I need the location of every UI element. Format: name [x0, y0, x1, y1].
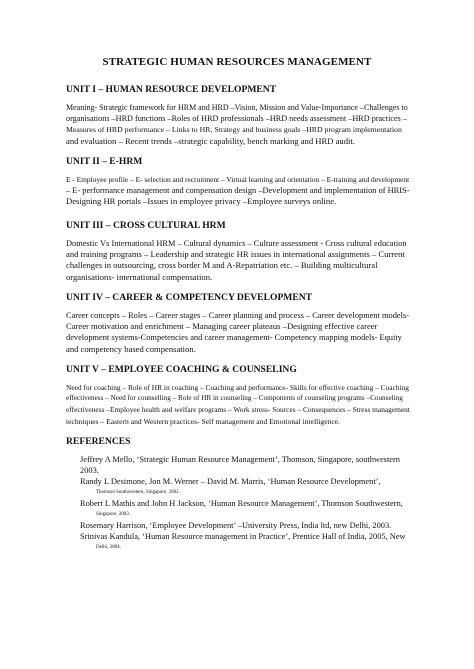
- page-title: STRATEGIC HUMAN RESOURCES MANAGEMENT: [102, 56, 372, 68]
- unit-4-line: development systems-Competencies and career management- Competency mapping models- Equity: [66, 333, 402, 343]
- reference-item: Randy L Desimone, Jon M. Werner – David M. Marris, ‘Human Resource Development’,: [80, 477, 381, 486]
- reference-item: Rosemary Harrison, ‘Employee Development’ –University Press, India ltd, new Delhi, 2003.: [80, 521, 392, 530]
- references-heading: REFERENCES: [66, 436, 131, 447]
- unit-4-line: and competency based compensation.: [66, 343, 196, 354]
- unit-5-body: [66, 382, 410, 427]
- unit-2-heading: UNIT II – E-HRM: [66, 156, 143, 167]
- unit-5-line: effectiveness – Need for counselling – Role of HR in counseling – Components of counseling programs –Counseling: [66, 394, 403, 403]
- unit-1-line: organisations –HRD functions –Roles of HRD professionals –HRD needs assessment –HRD practices –: [66, 114, 407, 124]
- unit-1-heading: UNIT I – HUMAN RESOURCE DEVELOPMENT: [66, 84, 277, 95]
- unit-5-line: Need for coaching – Role of HR in coaching – Coaching and performance- Skills for effective coaching – Coaching: [66, 383, 410, 392]
- unit-4-body: [66, 310, 410, 355]
- unit-4-line: Career concepts – Roles – Career stages – Career planning and process – Career development models-: [66, 311, 410, 320]
- unit-1-line: Measures of HRD performance – Links to HR, Strategy and business goals –HRD program implementation: [66, 125, 402, 135]
- unit-2-body: [66, 174, 410, 208]
- unit-3-body: [66, 238, 410, 283]
- reference-item: Robert L Mathis and John H Jackson, ‘Human Resource Management’, Thomson Southwestern,: [80, 499, 403, 508]
- unit-3-line: Domestic Vs International HRM – Cultural dynamics – Culture assessment - Cross cultural education: [66, 239, 407, 248]
- unit-3-line: and training programs – Leadership and strategic HR issues in international assignments – Current: [66, 249, 405, 260]
- reference-item-continuation: Thomson Southwestern, Singapore, 2002.: [96, 490, 180, 495]
- unit-3-line: organisations- international compensation.: [66, 271, 213, 282]
- unit-2-line: – E- performance management and compensation design –Development and implementation of HRIS-: [66, 186, 410, 196]
- unit-5-heading: UNIT V – EMPLOYEE COACHING & COUNSELING: [66, 364, 297, 375]
- unit-4-line: Career motivation and enrichment – Managing career plateaus –Designing effective career: [66, 321, 378, 332]
- unit-1-body: [66, 102, 410, 147]
- reference-item-continuation: Singapore, 2003.: [96, 512, 131, 517]
- unit-3-line: challenges in outsourcing, cross border M and A-Repatriation etc. – Building multicultural: [66, 260, 378, 271]
- reference-item: Jeffrey A Mello, ‘Strategic Human Resource Management’, Thomson, Singapore, southwestern 2003.: [80, 455, 400, 475]
- unit-2-line: Designing HR portals –Issues in employee privacy –Employee surveys online.: [66, 196, 337, 207]
- unit-1-line: Meaning- Strategic framework for HRM and HRD –Vision, Mission and Value-Importance –Challenges to: [66, 103, 408, 112]
- unit-5-line: techniques – Eastern and Western practices- Self management and Emotional intelligence.: [66, 416, 341, 426]
- unit-2-line: E - Employee profile – E- selection and recruitment – Virtual learning and orientation – E-training and development: [66, 175, 410, 184]
- references-list: [80, 454, 420, 553]
- unit-3-heading: UNIT III – CROSS CULTURAL HRM: [66, 220, 226, 231]
- unit-4-heading: UNIT IV – CAREER & COMPETENCY DEVELOPMENT: [66, 292, 313, 303]
- reference-item: Srinivas Kandula, ‘Human Resource management in Practice’, Prentice Hall of India, 2005, New: [80, 532, 406, 541]
- unit-5-line: effectiveness –Employee health and welfare programs – Work stress- Sources – Consequences – Stress management: [66, 405, 410, 415]
- reference-item-continuation: Delhi, 2004.: [96, 545, 121, 550]
- unit-1-line: and evaluation – Recent trends –strategic capability, bench marking and HRD audit.: [66, 135, 355, 146]
